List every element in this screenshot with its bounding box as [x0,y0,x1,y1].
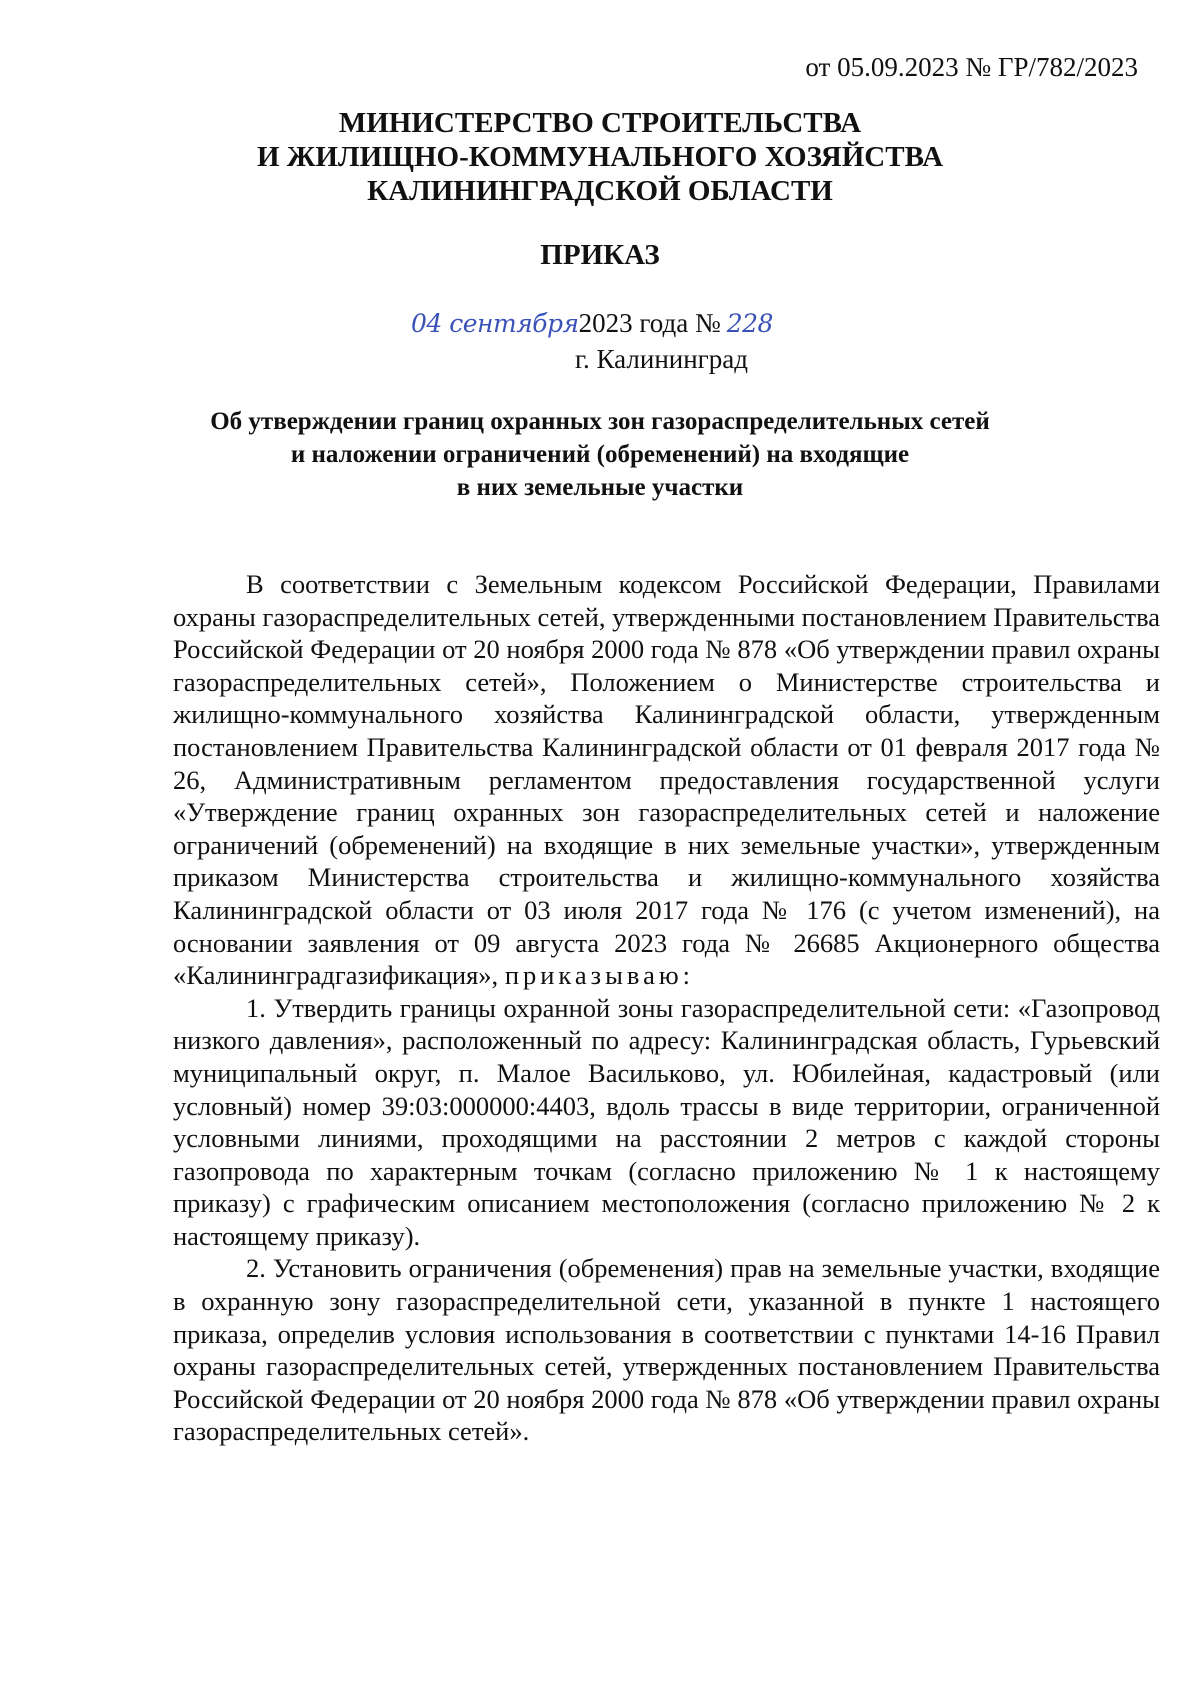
preamble-text: В соответствии с Земельным кодексом Российской Федерации, Правилами охраны газораспределительных сетей, утвержденными постановлением Правительства Российской Федерации от 20 ноября 2000 года № 878 «Об утверждении правил охраны газораспределительных сетей», Положением о Министерстве строительства и жилищно-коммунального хозяйства Калининградской области, утвержденным постановлением Правительства Калининградской области от 01 февраля 2017 года № 26, Административным регламентом предоставления государственной услуги «Утверждение границ охранных зон газораспределительных сетей и наложение ограничений (обременений) на входящие в них земельные участки», утвержденным приказом Министерства строительства и жилищно-коммунального хозяйства Калининградской области от 03 июля 2017 года № 176 (с учетом изменений), на основании заявления от 09 августа 2023 года № 26685 Акционерного общества «Калининградгазификация», [173,569,1160,991]
ministry-line: И ЖИЛИЩНО-КОММУНАЛЬНОГО ХОЗЯЙСТВА [256,141,944,173]
subject-line: Об утверждении границ охранных зон газораспределительных сетей [210,408,990,435]
ministry-line: МИНИСТЕРСТВО СТРОИТЕЛЬСТВА [338,107,862,139]
subject-line: в них земельные участки [456,474,744,501]
handwritten-order-number: 228 [726,309,773,338]
handwritten-date: 04 сентября [411,309,579,338]
body-paragraph-preamble [173,568,1160,992]
body-paragraph-item-2: 2. Установить ограничения (обременения) прав на земельные участки, входящие в охранную зону газораспределительной сети, указанной в пункте 1 настоящего приказа, определив условия использования в соответствии с пунктами 14-16 Правил охраны газораспределительных сетей, утвержденных постановлением Правительства Российской Федерации от 20 ноября 2000 года № 878 «Об утверждении правил охраны газораспределительных сетей». [173,1253,1160,1447]
order-subject [0,405,1200,504]
order-body [173,568,1160,1448]
order-command: приказываю: [504,960,695,991]
order-city: г. Калининград [575,344,748,374]
ministry-name [0,106,1200,208]
subject-line: и наложении ограничений (обременений) на входящие [290,441,910,468]
registration-number: от 05.09.2023 № ГР/782/2023 [805,52,1138,82]
order-year-label: 2023 года № [578,308,721,338]
body-paragraph-item-1: 1. Утвердить границы охранной зоны газораспределительной сети: «Газопровод низкого давления», расположенный по адресу: Калининградская область, Гурьевский муниципальный округ, п. Малое Васильково, ул. Юбилейная, кадастровый (или условный) номер 39:03:000000:4403, вдоль трассы в виде территории, ограниченной условными линиями, проходящими на расстоянии 2 метров с каждой стороны газопровода по характерным точкам (согласно приложению № 1 к настоящему приказу) с графическим описанием местоположения (согласно приложению № 2 к настоящему приказу). [173,992,1160,1251]
ministry-line: КАЛИНИНГРАДСКОЙ ОБЛАСТИ [367,175,833,207]
document-type-title: ПРИКАЗ [540,239,660,271]
order-date-line [411,306,773,341]
